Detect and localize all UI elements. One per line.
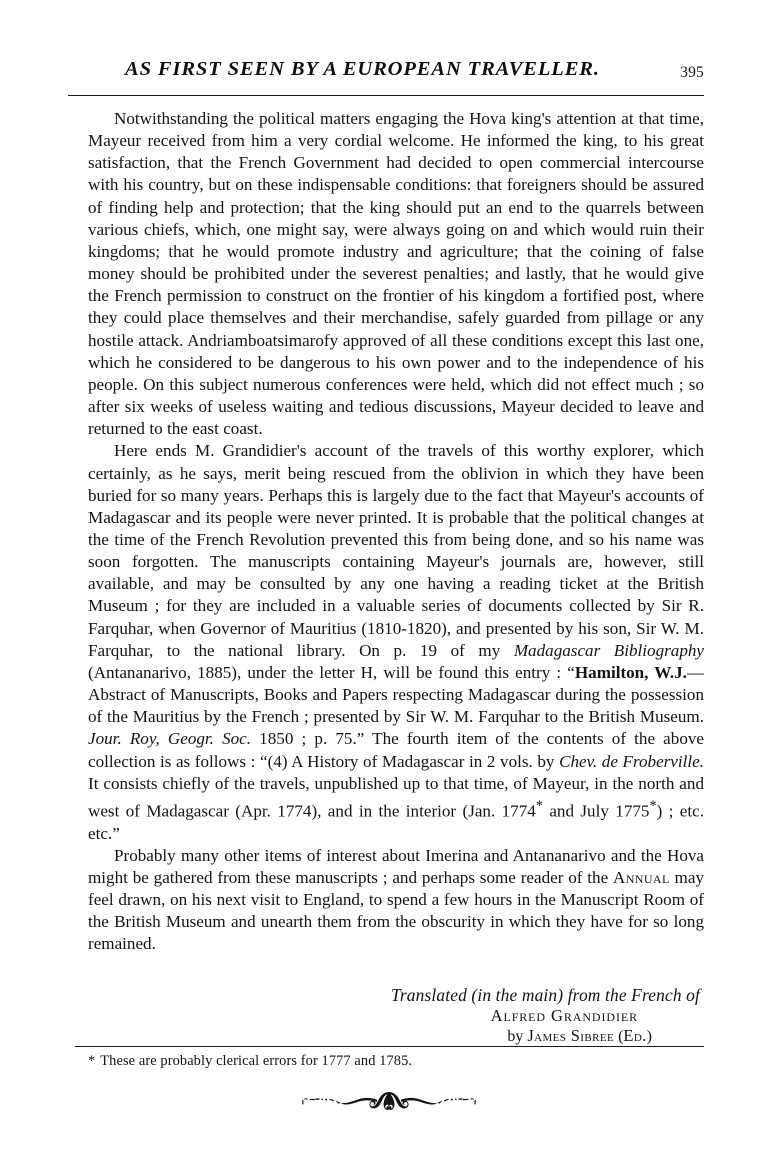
text-run-roman-10: and July 1775 [542,801,650,821]
signature-block [88,985,704,1047]
body-text-block [88,108,704,956]
editor-paren-open: ( [614,1028,624,1045]
text-run-roman-0: Here ends M. Grandidier's account of the travels of this worthy explorer, which certainly, as he says, merit being rescued from the oblivion in which they have been buried for so many years. Perhaps this is largely due to the fact that Mayeur's accounts of Madagascar and its people were never printed. It is probable that the political changes at the time of the French Revolution prevented this from being done, and so his name was soon forgotten. The manuscripts containing Mayeur's journals are, however, still available, and may be consulted by any one having a reading ticket at the British Museum ; for they are included in a valuable series of documents collected by Sir R. Farquhar, when Governor of Mauritius (1810-1820), and presented by his son, Sir W. M. Farquhar, to the national library. On p. 19 of my [88,441,704,660]
paragraph-probably-many [88,845,704,956]
editor-prefix: by [507,1028,528,1045]
editor-credit [88,1026,704,1047]
tailpiece-flourish-icon [0,1086,778,1125]
header-rule [68,95,704,96]
text-run-roman-2: may feel drawn, on his next visit to England, to spend a few hours in the Manuscript Room of the British Museum and unearth them from the obscurity in which they have for so long remained. [88,868,704,954]
text-run-roman-8: It consists chiefly of the travels, unpublished up to that time, of Mayeur, in the north and west of Madagascar (Apr. 1774), and in the interior (Jan. 1774 [88,773,704,821]
footnote-separator-rule [75,1046,704,1047]
text-run-italic-1: Madagascar Bibliography [513,640,704,660]
page-number: 395 [680,64,704,81]
text-run-roman-2: (Antananarivo, 1885), under the letter H, will be found this entry : “ [88,662,575,682]
text-run-smallcaps-1: Annual [612,868,670,887]
text-run-italic-7: Chev. de Froberville. [559,751,705,771]
text-run-bold-3: Hamilton, W.J. [574,662,687,682]
footnote-marker: * [88,1053,96,1069]
footnote-text: These are probably clerical errors for 1777 and 1785. [100,1053,413,1069]
author-name: Alfred Grandidier [490,1006,638,1025]
translated-credit-line: Translated (in the main) from the French of [391,985,700,1005]
editor-paren-close: ) [646,1028,652,1045]
running-head-title: AS FIRST SEEN BY A EUROPEAN TRAVELLER. [125,58,600,80]
text-run-roman-12: ) ; etc. etc.” [88,801,704,843]
text-run-roman-0: Probably many other items of interest about Imerina and Antananarivo and the Hova might be gathered from these manuscripts ; and perhaps some reader of the [88,845,704,887]
editor-name: James Sibree [527,1026,615,1045]
text-run-roman-6: 1850 ; p. 75.” The fourth item of the contents of the above collection is as follows : “(4) A History of Madagascar in 2 vols. by [88,729,705,771]
footnote-reference-marker: * [649,797,657,814]
footnote [88,1052,704,1070]
text-run-italic-5: Jour. Roy, Geogr. Soc. [88,729,252,749]
editor-role: Ed. [623,1026,647,1045]
footnote-reference-marker: * [535,797,543,814]
paragraph-grandidier-account [88,440,704,845]
text-run-roman-4: —Abstract of Manuscripts, Books and Papers respecting Madagascar during the possession of the Mauritius by the French ; presented by Sir W. M. Farquhar to the British Museum. [88,662,704,727]
paragraph-mayeur-conditions: Notwithstanding the political matters engaging the Hova king's attention at that time, Mayeur received from him a very cordial welcome. He informed the king, to his great satisfaction, that the French Government had decided to open commercial intercourse with his country, but on these indispensable conditions: that foreigners should be assured of finding help and protection; that the king should put an end to the quarrels between various chiefs, which, one might say, were always going on and which would ruin their kingdoms; that he would promote industry and agriculture; that the coining of false money should be prohibited under the severest penalties; and lastly, that he would give the French permission to construct on the frontier of his kingdom a fortified post, where they could place themselves and their merchandise, safely guarded from pillage or any hostile attack. Andriamboatsimarofy approved of all these conditions except this last one, which he considered to be dangerous to his own power and to the independence of his people. On this subject numerous conferences were held, which did not effect much ; so after six weeks of useless waiting and tedious discussions, Mayeur decided to leave and returned to the east coast. [88,109,704,439]
running-head [68,58,704,86]
